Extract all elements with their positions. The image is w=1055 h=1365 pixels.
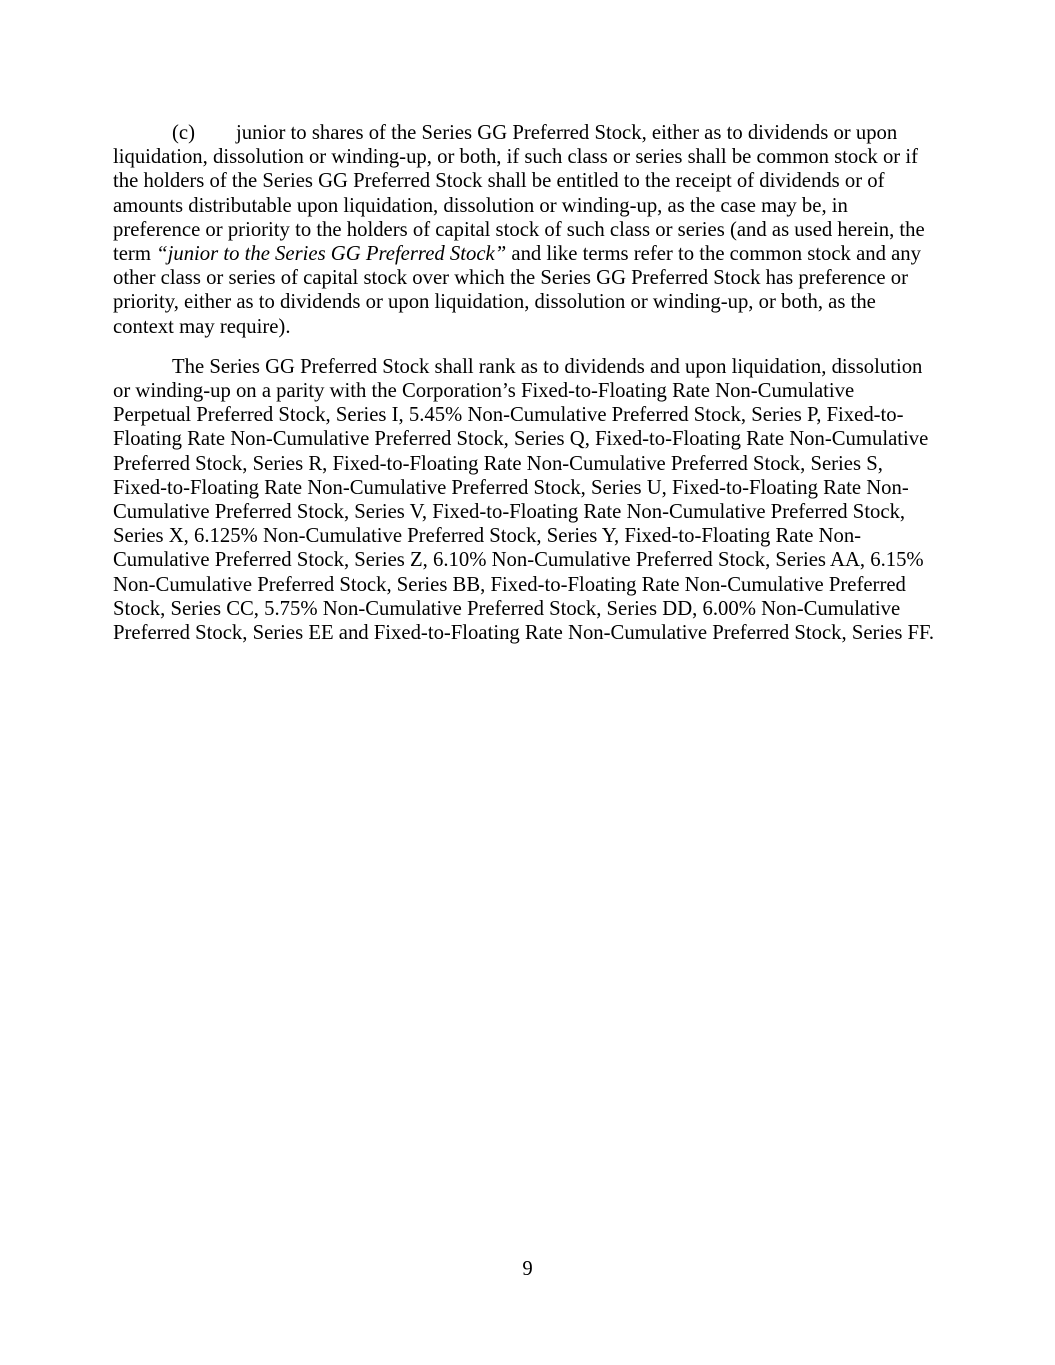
clause-c-paragraph bbox=[113, 121, 935, 339]
parity-paragraph bbox=[113, 355, 935, 645]
clause-c-marker: (c) bbox=[172, 122, 195, 144]
clause-c-text-pre: junior to shares of the Series GG Preferred Stock, either as to dividends or upon liquidation, dissolution or winding-up, or both, if such class or series shall be common stock or if the holders of the Series GG Preferred Stock shall be entitled to the receipt of dividends or of amounts distributable upon liquidation, dissolution or winding-up, as the case may be, in preference or priority to the holders of capital stock of such class or series (and as used herein, the term bbox=[113, 122, 925, 266]
defined-term-junior-italic: “junior to the Series GG Preferred Stock” bbox=[156, 243, 507, 266]
parity-paragraph-text: The Series GG Preferred Stock shall rank as to dividends and upon liquidation, dissolution or winding-up on a parity with the Corporation’s Fixed-to-Floating Rate Non-Cumulative Perpetual Preferred Stock, Series I, 5.45% Non-Cumulative Preferred Stock, Series P, Fixed-to-Floating Rate Non-Cumulative Preferred Stock, Series Q, Fixed-to-Floating Rate Non-Cumulative Preferred Stock, Series R, Fixed-to-Floating Rate Non-Cumulative Preferred Stock, Series S, Fixed-to-Floating Rate Non-Cumulative Preferred Stock, Series U, Fixed-to-Floating Rate Non-Cumulative Preferred Stock, Series V, Fixed-to-Floating Rate Non-Cumulative Preferred Stock, Series X, 6.125% Non-Cumulative Preferred Stock, Series Y, Fixed-to-Floating Rate Non-Cumulative Preferred Stock, Series Z, 6.10% Non-Cumulative Preferred Stock, Series AA, 6.15% Non-Cumulative Preferred Stock, Series BB, Fixed-to-Floating Rate Non-Cumulative Preferred Stock, Series CC, 5.75% Non-Cumulative Preferred Stock, Series DD, 6.00% Non-Cumulative Preferred Stock, Series EE and Fixed-to-Floating Rate Non-Cumulative Preferred Stock, Series FF. bbox=[113, 355, 935, 645]
document-body bbox=[113, 121, 935, 645]
clause-c-text-post: and like terms refer to the common stock and any other class or series of capital stock over which the Series GG Preferred Stock has preference or priority, either as to dividends or upon liquidation, dissolution or winding-up, or both, as the context may require). bbox=[113, 243, 921, 338]
page-number: 9 bbox=[522, 1258, 533, 1280]
